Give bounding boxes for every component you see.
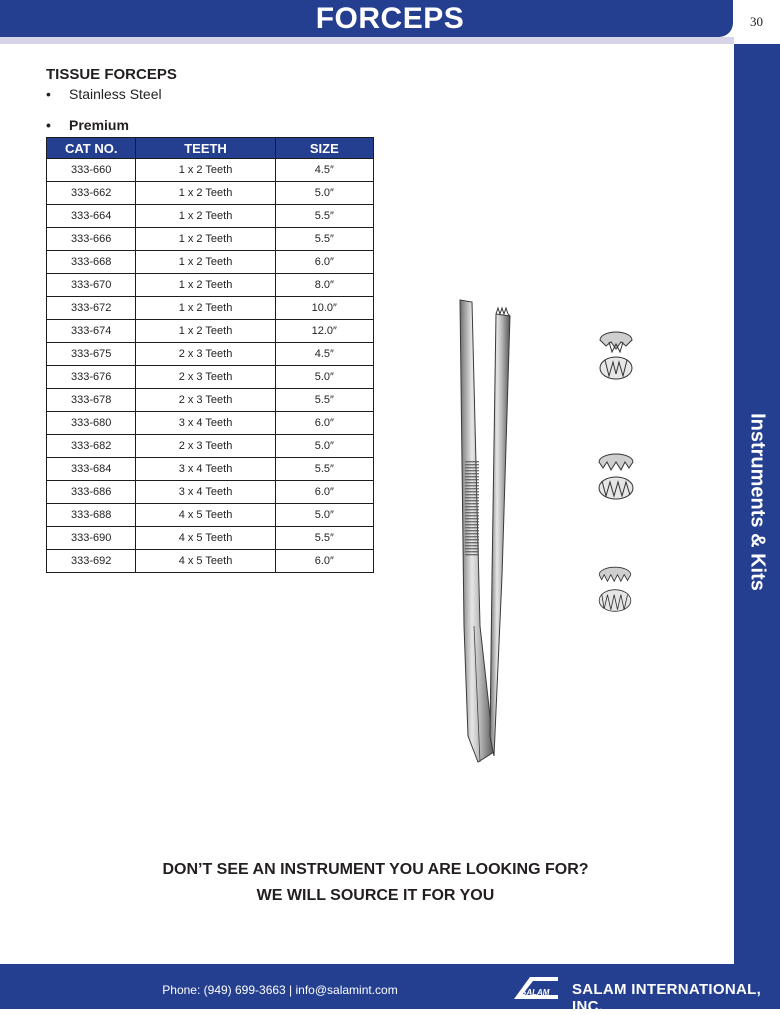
- logo-mark-text: SALAM: [521, 988, 550, 997]
- cell-cat-no: 333-668: [47, 251, 136, 274]
- teeth-1x2-diagram: [593, 330, 639, 380]
- cell-cat-no: 333-690: [47, 527, 136, 550]
- footer-contact: Phone: (949) 699-3663 | info@salamint.com: [162, 983, 398, 997]
- table-row: [47, 159, 374, 182]
- table-body: [47, 159, 374, 573]
- cell-teeth: 2 x 3 Teeth: [136, 389, 275, 412]
- table-row: [47, 297, 374, 320]
- cell-teeth: 1 x 2 Teeth: [136, 274, 275, 297]
- cell-teeth: 1 x 2 Teeth: [136, 228, 275, 251]
- table-row: [47, 412, 374, 435]
- table-row: [47, 274, 374, 297]
- cell-teeth: 4 x 5 Teeth: [136, 527, 275, 550]
- cell-teeth: 2 x 3 Teeth: [136, 343, 275, 366]
- cell-cat-no: 333-664: [47, 205, 136, 228]
- cell-size: 6.0″: [275, 481, 373, 504]
- cta-line-2: WE WILL SOURCE IT FOR YOU: [256, 887, 495, 904]
- cell-teeth: 3 x 4 Teeth: [136, 412, 275, 435]
- table-row: [47, 343, 374, 366]
- page-title: FORCEPS: [315, 2, 465, 35]
- cell-cat-no: 333-675: [47, 343, 136, 366]
- cell-cat-no: 333-660: [47, 159, 136, 182]
- cell-size: 5.5″: [275, 205, 373, 228]
- cell-cat-no: 333-682: [47, 435, 136, 458]
- table-row: [47, 481, 374, 504]
- cell-size: 5.5″: [275, 389, 373, 412]
- cell-cat-no: 333-670: [47, 274, 136, 297]
- bullet-text: Premium: [69, 117, 129, 133]
- table-row: [47, 320, 374, 343]
- table-row: [47, 251, 374, 274]
- cell-cat-no: 333-676: [47, 366, 136, 389]
- cell-cat-no: 333-680: [47, 412, 136, 435]
- logo-name: SALAM INTERNATIONAL, INC.: [572, 981, 762, 1015]
- cell-size: 5.0″: [275, 435, 373, 458]
- teeth-4x5-diagram: [592, 563, 638, 613]
- cell-size: 4.5″: [275, 343, 373, 366]
- cell-teeth: 1 x 2 Teeth: [136, 251, 275, 274]
- table-row: [47, 366, 374, 389]
- cell-size: 4.5″: [275, 159, 373, 182]
- page-number: 30: [750, 14, 763, 29]
- cell-cat-no: 333-688: [47, 504, 136, 527]
- cell-size: 6.0″: [275, 412, 373, 435]
- column-header-teeth: TEETH: [136, 138, 275, 159]
- catalog-table: [46, 137, 374, 573]
- cell-cat-no: 333-684: [47, 458, 136, 481]
- cell-teeth: 2 x 3 Teeth: [136, 366, 275, 389]
- cell-teeth: 4 x 5 Teeth: [136, 550, 275, 573]
- table-row: [47, 527, 374, 550]
- cell-teeth: 2 x 3 Teeth: [136, 435, 275, 458]
- cell-size: 8.0″: [275, 274, 373, 297]
- cell-cat-no: 333-666: [47, 228, 136, 251]
- cell-size: 6.0″: [275, 550, 373, 573]
- table-row: [47, 435, 374, 458]
- cell-teeth: 1 x 2 Teeth: [136, 205, 275, 228]
- table-row: [47, 389, 374, 412]
- cell-cat-no: 333-686: [47, 481, 136, 504]
- cell-cat-no: 333-674: [47, 320, 136, 343]
- cell-size: 6.0″: [275, 251, 373, 274]
- bullet-premium: [46, 117, 129, 133]
- cell-size: 5.0″: [275, 182, 373, 205]
- cta-line-1: DON’T SEE AN INSTRUMENT YOU ARE LOOKING FOR?: [162, 861, 589, 878]
- cell-teeth: 1 x 2 Teeth: [136, 297, 275, 320]
- table-row: [47, 182, 374, 205]
- column-header-size: SIZE: [275, 138, 373, 159]
- cell-cat-no: 333-662: [47, 182, 136, 205]
- header-accent-stripe: [0, 37, 734, 44]
- table-row: [47, 205, 374, 228]
- cell-teeth: 1 x 2 Teeth: [136, 159, 275, 182]
- table-row: [47, 228, 374, 251]
- table-row: [47, 504, 374, 527]
- table-header-row: [47, 138, 374, 159]
- cell-size: 5.5″: [275, 458, 373, 481]
- cell-size: 5.5″: [275, 527, 373, 550]
- tissue-forceps-illustration: [450, 296, 530, 766]
- cell-teeth: 1 x 2 Teeth: [136, 182, 275, 205]
- cell-cat-no: 333-678: [47, 389, 136, 412]
- cell-teeth: 4 x 5 Teeth: [136, 504, 275, 527]
- cell-teeth: 3 x 4 Teeth: [136, 458, 275, 481]
- bullet-stainless-steel: [46, 86, 162, 102]
- cell-size: 10.0″: [275, 297, 373, 320]
- section-title: TISSUE FORCEPS: [46, 66, 177, 83]
- cell-cat-no: 333-672: [47, 297, 136, 320]
- teeth-2x3-diagram: [593, 450, 639, 500]
- bullet-text: Stainless Steel: [69, 86, 162, 102]
- cell-size: 5.0″: [275, 504, 373, 527]
- side-tab-label: Instruments & Kits: [746, 413, 769, 591]
- cell-teeth: 1 x 2 Teeth: [136, 320, 275, 343]
- column-header-cat-no: CAT NO.: [47, 138, 136, 159]
- bullet-marker: •: [46, 117, 51, 133]
- cell-cat-no: 333-692: [47, 550, 136, 573]
- cell-size: 5.0″: [275, 366, 373, 389]
- company-logo: [512, 975, 762, 1015]
- table-row: [47, 550, 374, 573]
- cell-size: 5.5″: [275, 228, 373, 251]
- bullet-marker: •: [46, 86, 51, 102]
- cell-size: 12.0″: [275, 320, 373, 343]
- cell-teeth: 3 x 4 Teeth: [136, 481, 275, 504]
- table-row: [47, 458, 374, 481]
